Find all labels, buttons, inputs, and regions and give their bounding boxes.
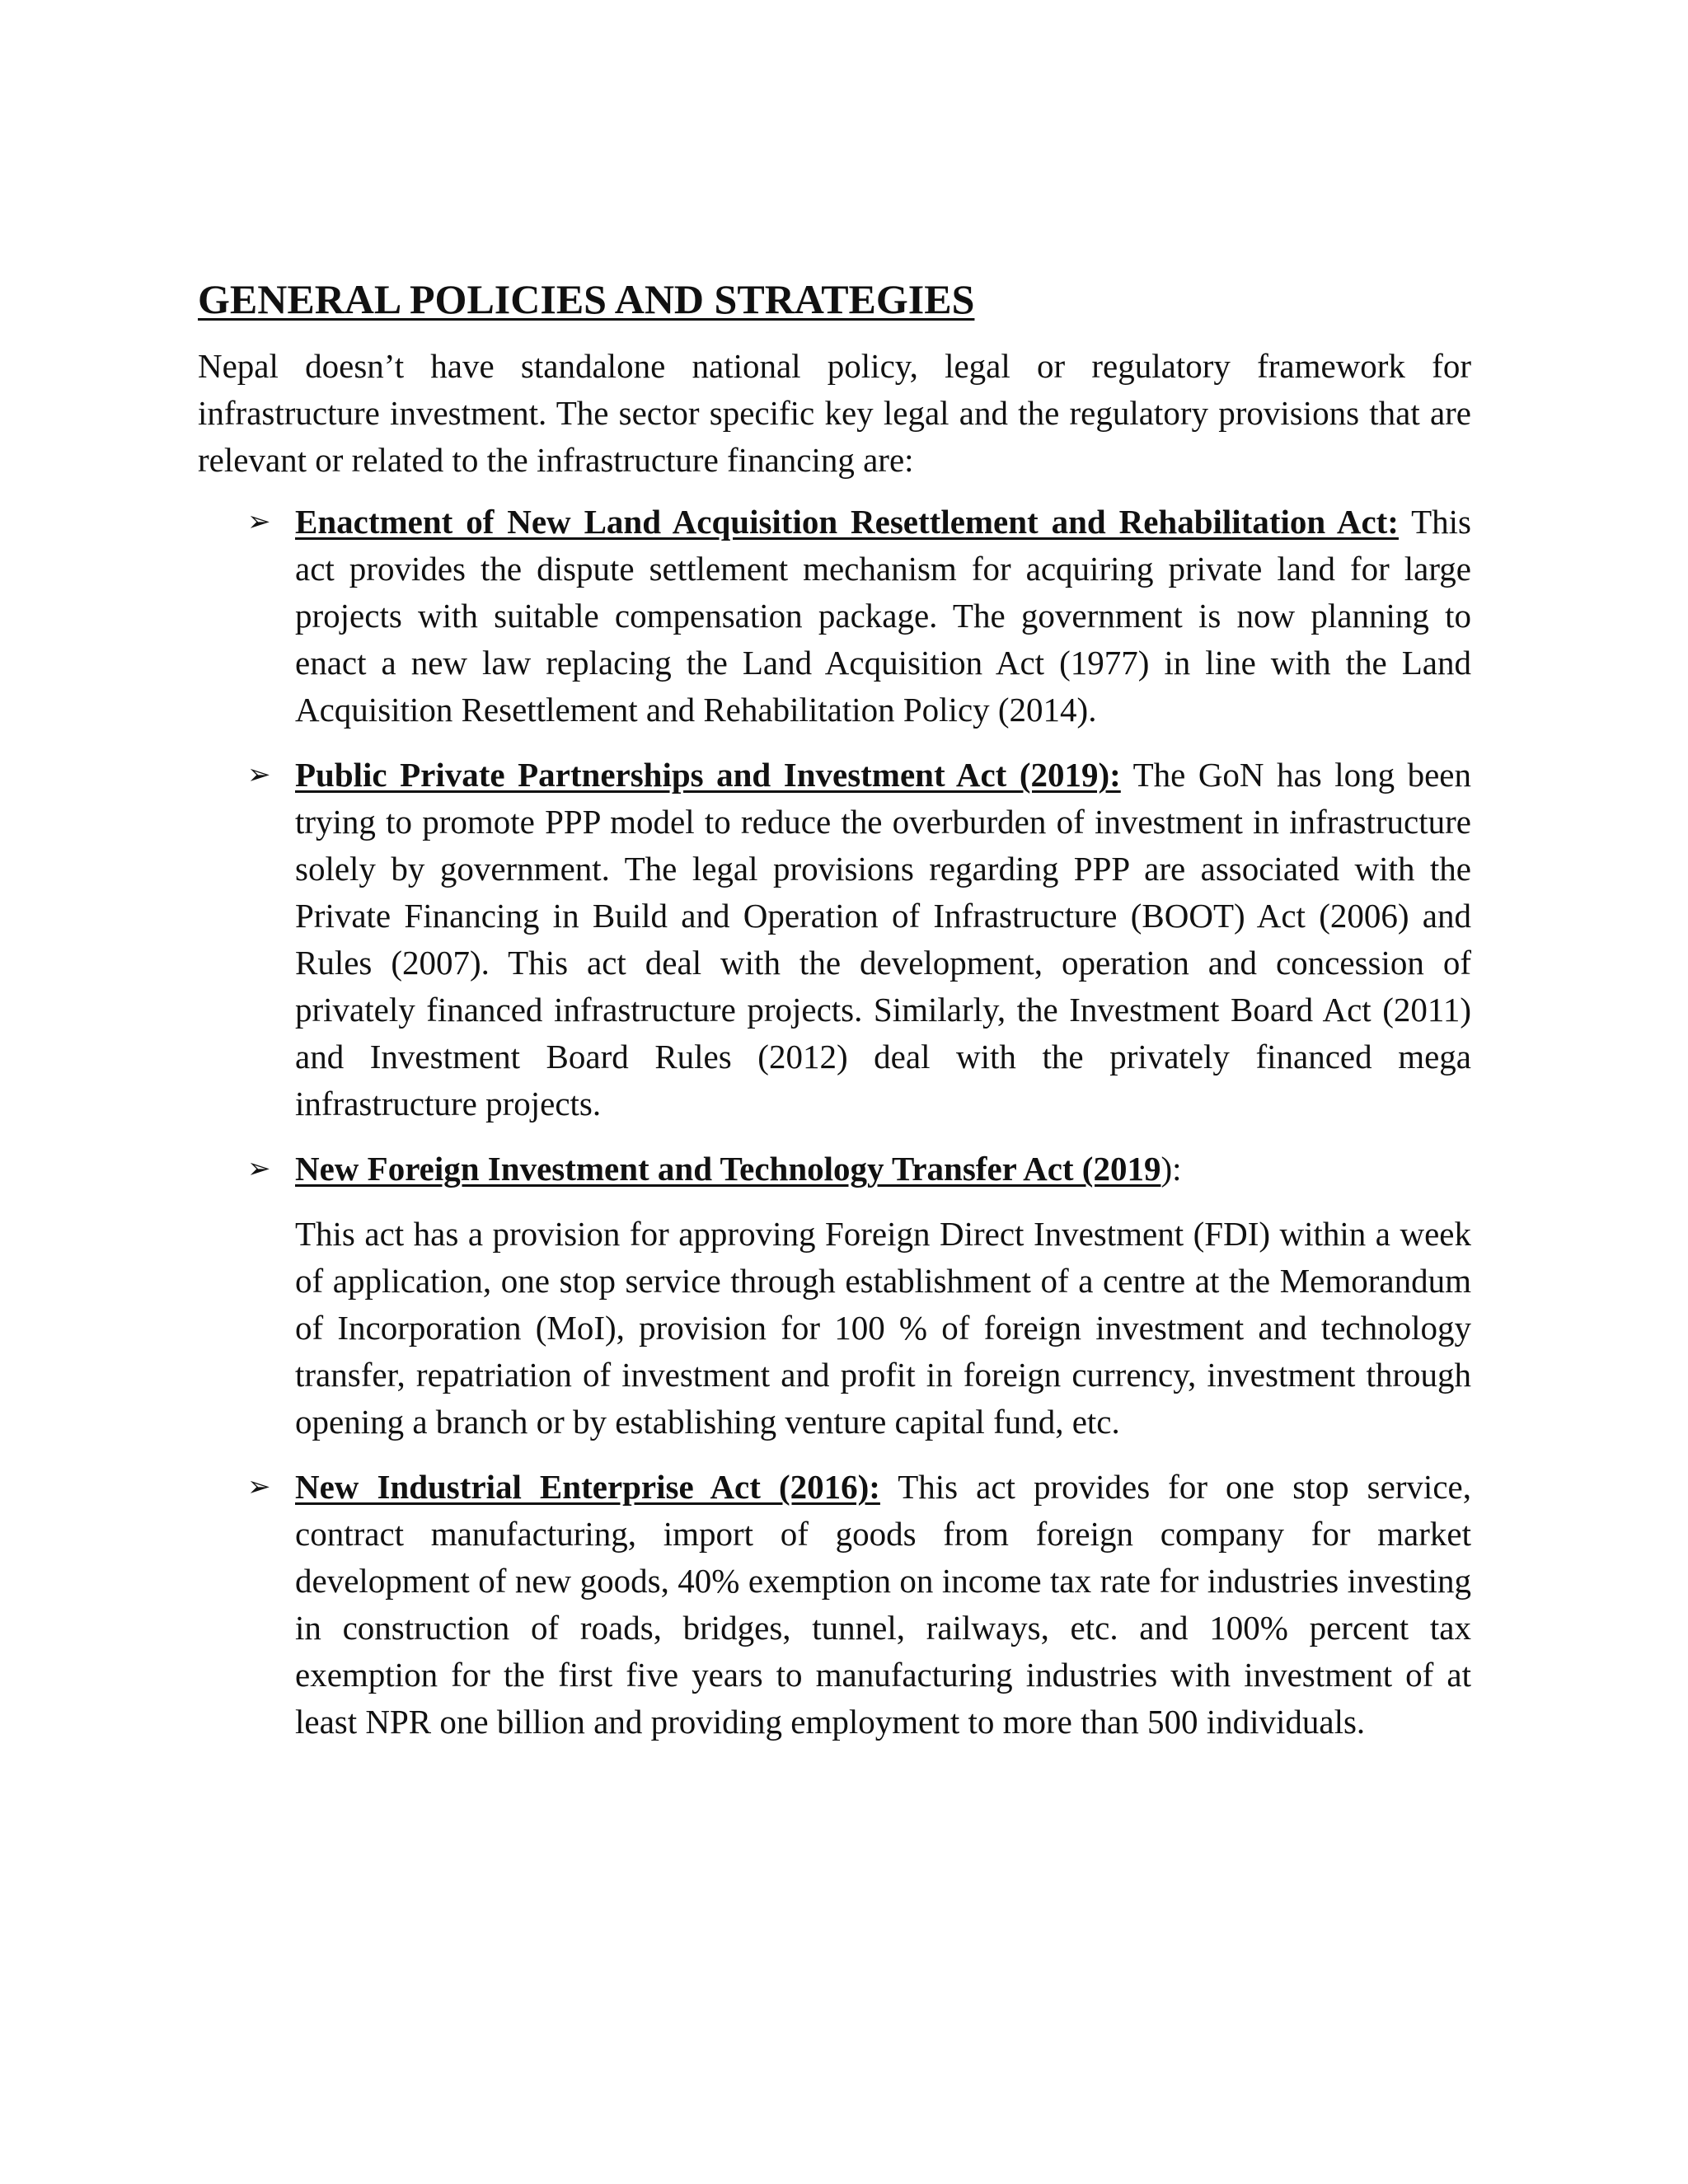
intro-paragraph: Nepal doesn’t have standalone national policy, legal or regulatory framework for infrastructure investment. The sector specific key legal and the regulatory provisions that are relevant or related to the infrastructure financing are: <box>198 347 1471 479</box>
document-page <box>198 272 1471 1764</box>
item-paragraph: This act has a provision for approving Foreign Direct Investment (FDI) within a week of application, one stop service through establishment of a centre at the Memorandum of Incorporation (MoI), provision for 100 % of foreign investment and technology transfer, repatriation of investment and profit in foreign currency, investment through opening a branch or by establishing venture capital fund, etc. <box>295 1215 1471 1441</box>
arrow-bullet-icon: ➢ <box>247 505 271 538</box>
item-heading: Public Private Partnerships and Investment Act (2019): <box>295 756 1121 794</box>
item-text: The GoN has long been trying to promote PPP model to reduce the overburden of investment in infrastructure solely by government. The legal provisions regarding PPP are associated with the Private Financing in Build and Operation of Infrastructure (BOOT) Act (2006) and Rules (2007). This act deal with the development, operation and concession of privately financed infrastructure projects. Similarly, the Investment Board Act (2011) and Investment Board Rules (2012) deal with the privately financed mega infrastructure projects. <box>295 756 1471 1122</box>
arrow-bullet-icon: ➢ <box>247 758 271 791</box>
arrow-bullet-icon: ➢ <box>247 1152 271 1185</box>
item-text: This act provides for one stop service, contract manufacturing, import of goods from foreign company for market development of new goods, 40% exemption on income tax rate for industries investing in construction of roads, bridges, tunnel, railways, etc. and 100% percent tax exemption for the first five years to manufacturing industries with investment of at least NPR one billion and providing employment to more than 500 individuals. <box>295 1468 1471 1741</box>
page-title: GENERAL POLICIES AND STRATEGIES <box>198 276 975 322</box>
item-heading: New Foreign Investment and Technology Transfer Act (2019 <box>295 1150 1161 1188</box>
list-item-industrial-enterprise-act <box>198 1464 1471 1746</box>
item-heading-suffix: ): <box>1160 1150 1182 1188</box>
policy-list <box>198 499 1471 1746</box>
item-text: This act provides the dispute settlement mechanism for acquiring private land for large projects with suitable compensation package. The government is now planning to enact a new law replacing the Land Acquisition Act (1977) in line with the Land Acquisition Resettlement and Rehabilitation Policy (2014). <box>295 503 1472 729</box>
item-heading: Enactment of New Land Acquisition Resettlement and Rehabilitation Act: <box>295 503 1399 541</box>
list-item-ppp-act <box>198 752 1471 1127</box>
list-item-land-acquisition-act <box>198 499 1471 733</box>
list-item-fitta-act <box>198 1146 1471 1446</box>
arrow-bullet-icon: ➢ <box>247 1470 271 1503</box>
item-heading: New Industrial Enterprise Act (2016): <box>295 1468 880 1506</box>
